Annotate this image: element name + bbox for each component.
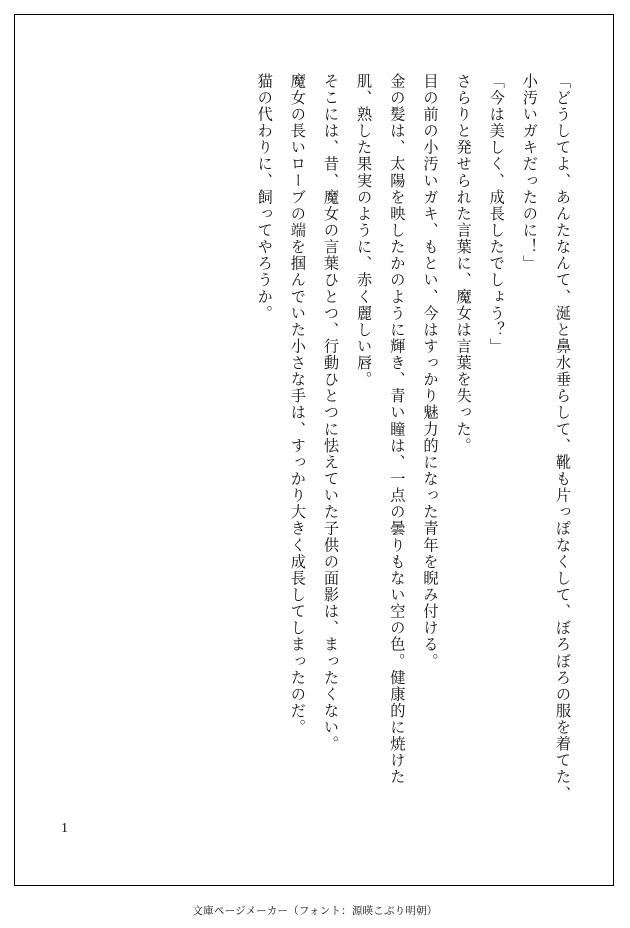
page-number: 1 <box>61 821 68 836</box>
book-page-frame <box>14 14 614 886</box>
paragraph: 猫の代わりに、飼ってやろうか。 <box>255 73 273 322</box>
page-maker-caption: 文庫ページメーカー（フォント：源暎こぶり明朝） <box>192 905 438 917</box>
paragraph: 魔女の長いローブの端を掴んでいた小さな手は、すっかり大きく成長してしまったのだ。 <box>288 73 306 736</box>
paragraph: そこには、昔、魔女の言葉ひとつ、行動ひとつに怯えていた子供の面影は、まったくない。 <box>322 73 340 753</box>
paragraph: さらりと発せられた言葉に、魔女は言葉を失った。 <box>454 73 472 455</box>
paragraph: 金の髪は、太陽を映したかのように輝き、青い瞳は、一点の曇りもない空の色。健康的に焼けた肌、熟した果実のように、赤く麗しい唇。 <box>355 73 406 786</box>
paragraph: 「今は美しく、成長したでしょう？」 <box>487 73 505 355</box>
paragraph: 「どうしてよ、あんたなんて、涎と鼻水垂らして、靴も片っぽなくして、ぼろぼろの服を着てた、小汚いガキだったのに！」 <box>520 73 571 802</box>
vertical-text-body <box>47 73 579 818</box>
paragraph: 目の前の小汚いガキ、もとい、今はすっかり魅力的になった青年を睨み付ける。 <box>421 73 439 670</box>
